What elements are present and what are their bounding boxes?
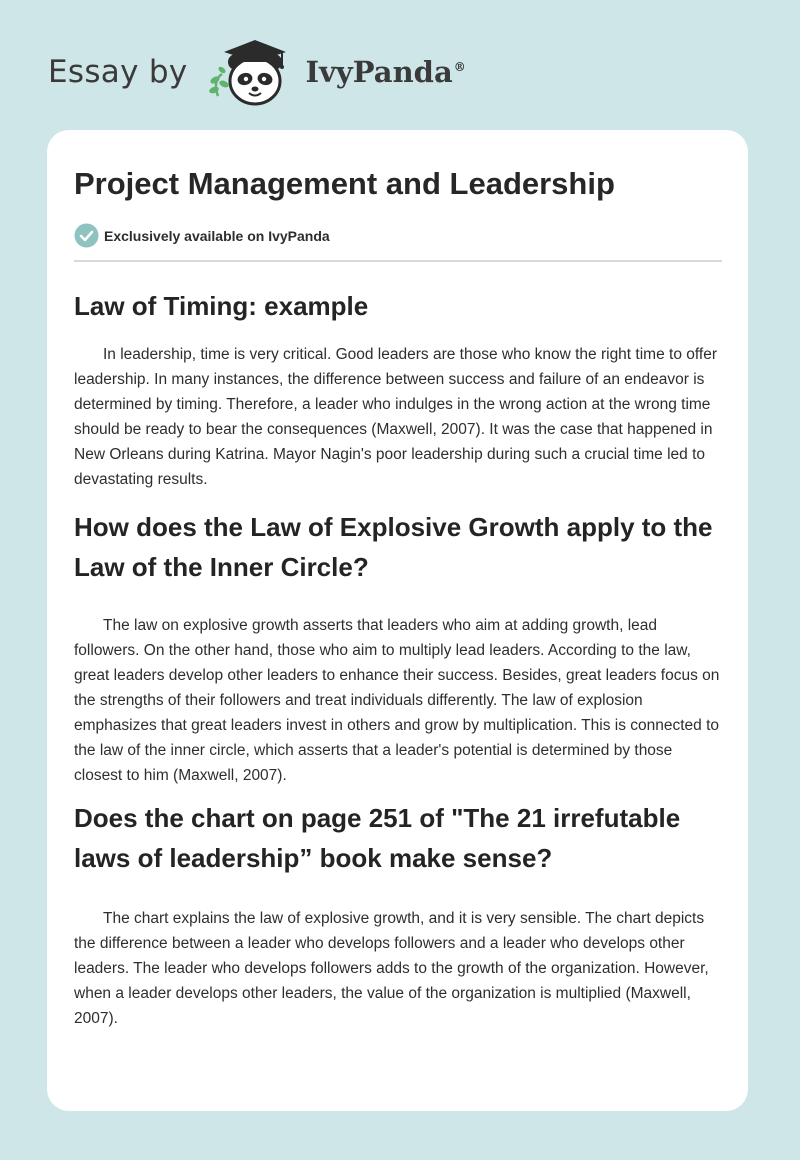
exclusive-badge-label: Exclusively available on IvyPanda bbox=[104, 227, 330, 244]
section-heading-law-of-timing: Law of Timing: example bbox=[74, 291, 369, 321]
exclusive-badge bbox=[74, 223, 722, 248]
section-heading-chart-page-251: Does the chart on page 251 of "The 21 irrefutable laws of leadership” book make sense? bbox=[74, 803, 681, 873]
brand-name[interactable]: IvyPanda® bbox=[305, 55, 466, 89]
essay-title: Project Management and Leadership bbox=[74, 166, 615, 201]
essay-card bbox=[47, 130, 748, 1111]
section-paragraph: In leadership, time is very critical. Good leaders are those who know the right time to offer leadership. In many instances, the difference between success and failure of an endeavor is determined by timing. Therefore, a leader who indulges in the wrong action at the wrong time should be ready to bear the consequences (Maxwell, 2007). It was the case that happened in New Orleans during Katrina. Mayor Nagin's poor leadership during such a crucial time led to devastating results. bbox=[74, 346, 717, 488]
check-circle-icon bbox=[74, 223, 99, 248]
essay-by-label: Essay by bbox=[48, 54, 188, 90]
section-paragraph: The chart explains the law of explosive growth, and it is very sensible. The chart depicts the difference between a leader who develops followers and a leader who develops other leaders. The leader who develops followers adds to the growth of the organization. However, when a leader develops other leaders, the value of the organization is multiplied (Maxwell, 2007). bbox=[74, 910, 709, 1027]
title-divider bbox=[74, 260, 722, 262]
panda-logo-icon[interactable] bbox=[204, 34, 300, 110]
section-heading-explosive-growth: How does the Law of Explosive Growth apply to the Law of the Inner Circle? bbox=[74, 512, 713, 582]
site-header bbox=[48, 36, 466, 108]
section-paragraph: The law on explosive growth asserts that leaders who aim at adding growth, lead followers. On the other hand, those who aim to multiply lead leaders. According to the law, great leaders develop other leaders to enhance their success. Besides, great leaders focus on the strengths of their followers and treat individuals differently. The law of explosion emphasizes that great leaders invest in others and grow by multiplication. This is connected to the law of the inner circle, which asserts that a leader's potential is determined by those closest to him (Maxwell, 2007). bbox=[74, 617, 720, 784]
